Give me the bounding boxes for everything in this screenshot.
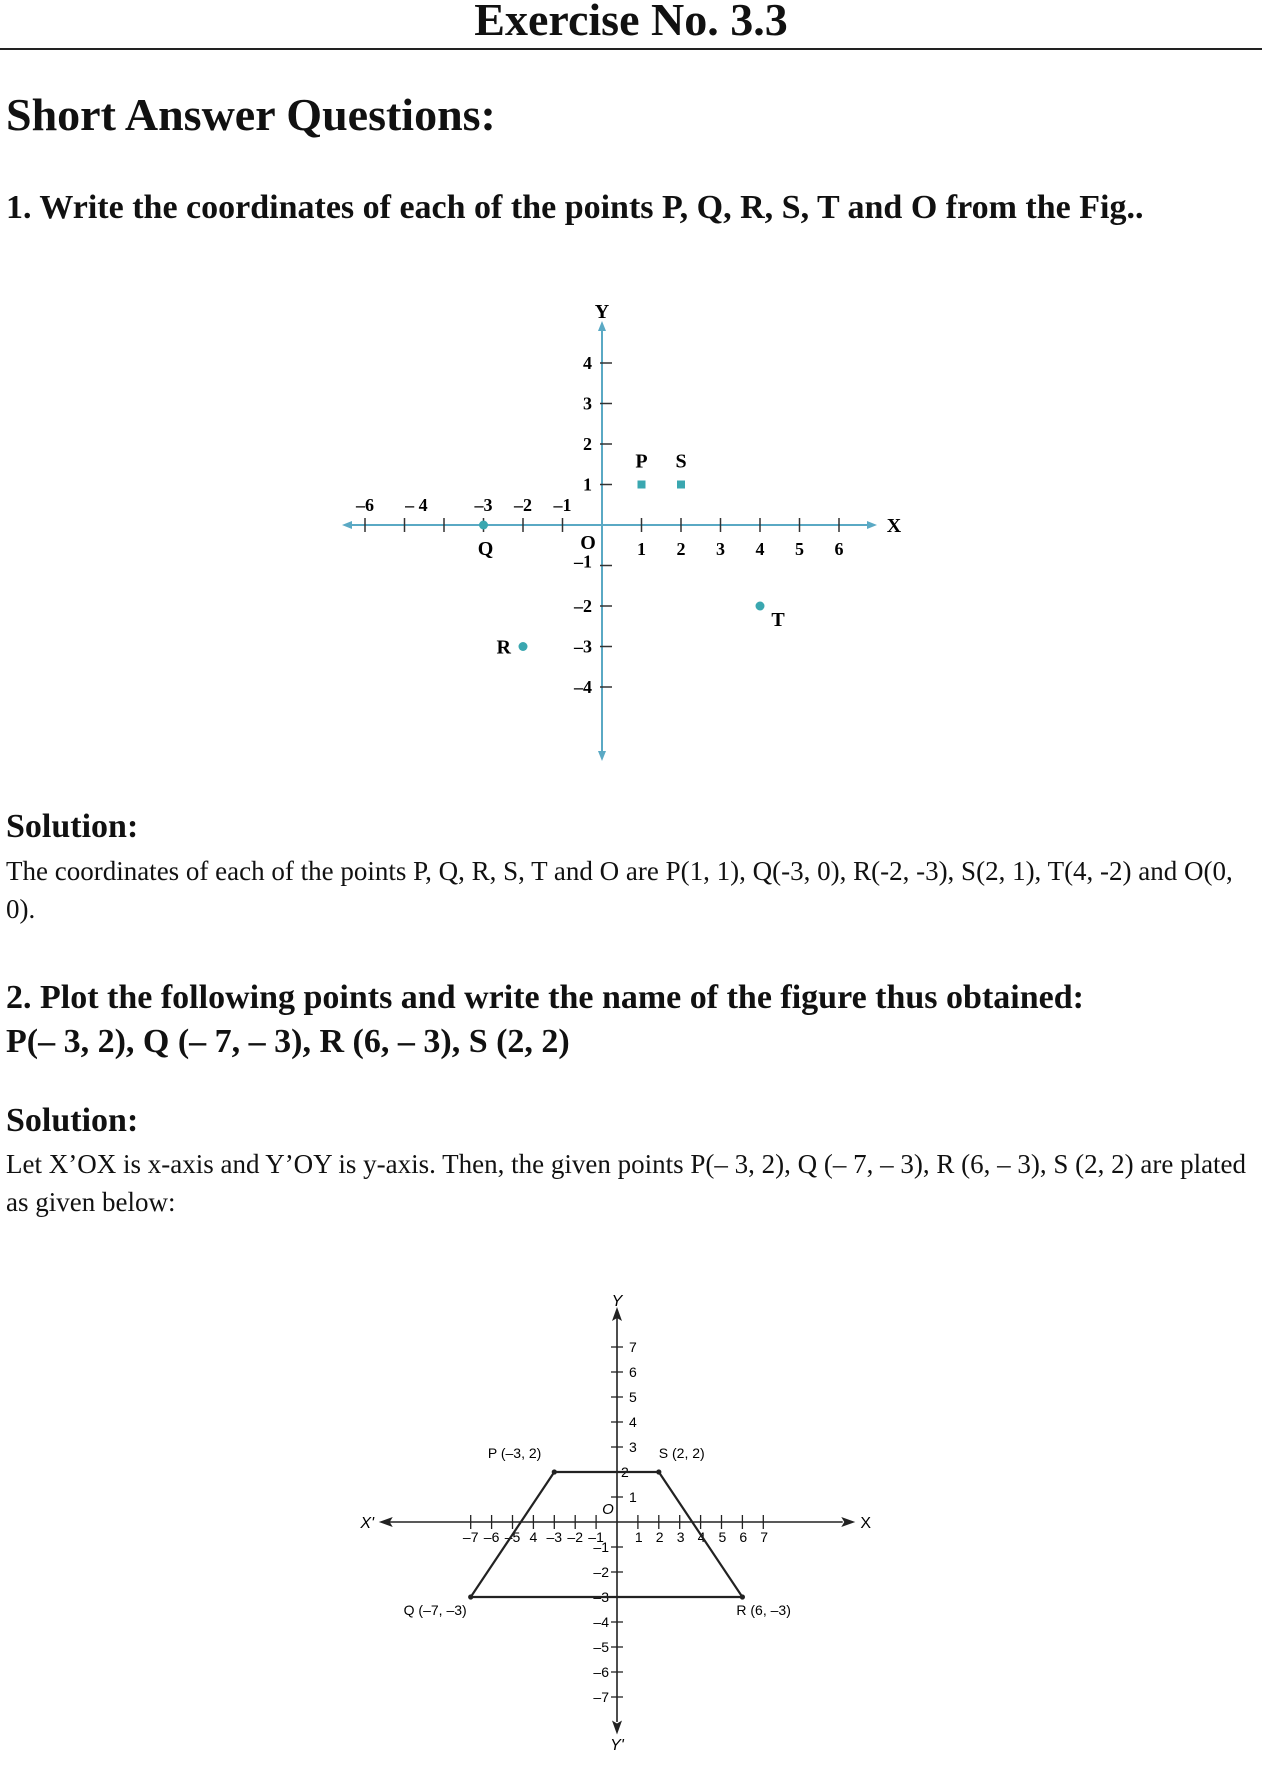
y-tick-label: 1 [629,1489,637,1505]
x-tick-label: 1 [637,539,646,559]
x-tick-label: 4 [755,539,765,559]
x-tick-label: 2 [676,539,686,559]
y-axis-arrow-down [598,751,606,761]
point-label-r: R [496,636,511,659]
vertex-label: Q (–7, –3) [403,1602,467,1618]
origin-label: O [602,1501,614,1518]
y-tick-label: –3 [574,636,592,657]
point-label-q: Q [477,538,494,560]
origin-label: O [580,532,596,554]
x-tick-label: –1 [553,495,572,515]
solution-1-heading: Solution: [6,808,139,845]
x-tick-label: –1 [588,1529,604,1545]
x-tick-label: –3 [546,1529,563,1545]
y-tick-label: –2 [574,596,592,616]
title-divider [0,48,1262,50]
question-1: 1. Write the coordinates of each of the points P, Q, R, S, T and O from the Fig.. [6,189,1144,226]
vertex-point [552,1469,557,1474]
point-s [677,481,685,489]
x-axis-arrow [841,1517,855,1527]
point-label-s: S [675,450,687,473]
x-axis-neg-label: X' [360,1515,375,1532]
x-tick-label: 1 [634,1529,643,1545]
point-r [519,642,528,651]
y-tick-label: –1 [593,1539,609,1555]
y-tick-label: 6 [629,1364,637,1380]
y-axis-arrow-down [612,1721,622,1735]
x-tick-label: –6 [483,1529,500,1545]
vertex-label: R (6, –3) [736,1602,791,1618]
x-tick-label: –2 [567,1529,583,1545]
x-axis-arrow-left [342,521,352,529]
x-tick-label: –6 [356,495,374,515]
x-tick-label: 5 [795,539,804,559]
solution-2-heading: Solution: [6,1102,139,1139]
vertex-point [740,1594,745,1599]
x-tick-label: 3 [716,539,725,559]
y-tick-label: 3 [629,1439,637,1455]
x-tick-label: 6 [834,539,844,559]
question-2-points: P(– 3, 2), Q (– 7, – 3), R (6, – 3), S (2, 2) [6,1023,570,1060]
vertex-label: S (2, 2) [658,1445,705,1461]
solution-1-text: The coordinates of each of the points P, Q, R, S, T and O are P(1, 1), Q(-3, 0), R(-2, -3), S(2, 1), T(4, -2) and O(0, 0). [6,856,1233,924]
x-axis-label: X [860,1515,872,1532]
x-tick-label: 4 [697,1529,706,1545]
x-tick-label: – 4 [405,495,428,515]
x-tick-label: –2 [514,495,532,515]
x-tick-label: 4 [529,1529,538,1545]
vertex-point [468,1594,473,1599]
y-tick-label: 5 [629,1389,637,1405]
y-axis-label: Y [594,301,610,323]
point-p [638,481,646,489]
y-tick-label: –7 [593,1689,609,1705]
point-label-t: T [771,609,785,631]
y-tick-label: 3 [583,393,592,414]
y-tick-label: –6 [593,1664,609,1680]
x-tick-label: 2 [655,1529,664,1545]
vertex-label: P (–3, 2) [487,1445,542,1461]
section-heading: Short Answer Questions: [6,89,496,140]
x-axis-label: X [886,515,902,537]
y-tick-label: 7 [629,1339,637,1355]
y-tick-label: –2 [593,1564,609,1580]
exercise-title: Exercise No. 3.3 [474,0,788,45]
point-t [756,602,765,611]
y-tick-label: –3 [593,1589,609,1605]
x-tick-label: 5 [718,1529,727,1545]
y-tick-label: –1 [574,551,592,572]
y-axis-neg-label: Y' [610,1736,624,1754]
x-tick-label: –5 [504,1529,521,1545]
y-axis-label: Y [611,1292,623,1310]
x-axis-arrow [867,521,877,529]
y-tick-label: –4 [593,1614,609,1630]
solution-2-text: Let X’OX is x-axis and Y’OY is y-axis. Then, the given points P(– 3, 2), Q (– 7, – 3), R (6, – 3), S (2, 2) are plated as given below: [6,1149,1247,1217]
x-tick-label: –3 [474,495,493,515]
point-label-p: P [635,450,648,473]
y-tick-label: –4 [574,677,592,697]
vertex-point [656,1469,661,1474]
x-tick-label: –7 [462,1529,479,1545]
figure-2-trapezium-plot [320,1265,940,1772]
point-q [479,521,488,530]
y-tick-label: 2 [621,1464,629,1480]
figure-1-coordinate-plot [340,290,920,770]
x-tick-label: 7 [760,1529,769,1545]
y-tick-label: –5 [593,1639,609,1655]
x-tick-label: 6 [739,1529,748,1545]
question-2-line1: 2. Plot the following points and write the name of the figure thus obtained: [6,979,1084,1016]
y-tick-label: 2 [583,434,592,454]
y-tick-label: 1 [583,474,592,495]
x-tick-label: 3 [676,1529,685,1545]
y-tick-label: 4 [583,353,592,373]
y-tick-label: 4 [629,1414,637,1430]
